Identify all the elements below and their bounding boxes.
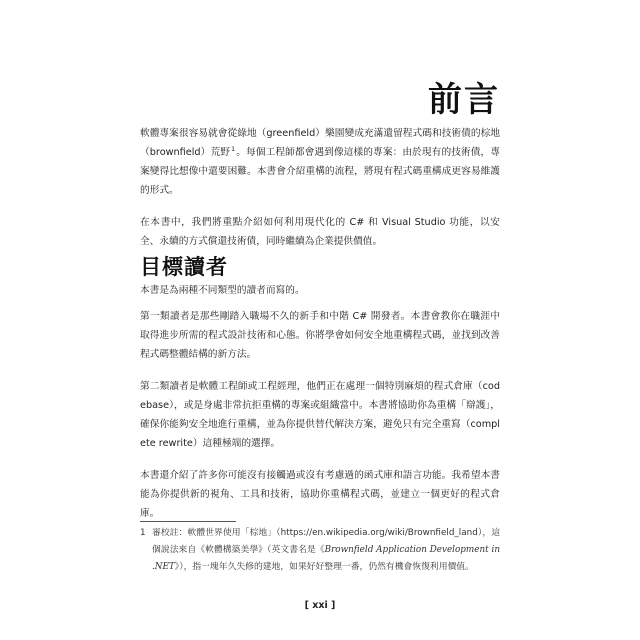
section-paragraph-3: 第二類讀者是軟體工程師或工程經理，他們正在處理一個特別麻煩的程式倉庫（codebase），或是身處非常抗拒重構的專案或組織當中。本書將協助你為重構「辯護」，確保你能夠安全地進行重構，並為你提供替代解決方案，避免只有完全重寫（complete rewrite）這種極端的選擇。 <box>140 381 500 449</box>
intro-paragraph-1-text-a: 軟體專案很容易就會從綠地（greenfield）樂園變成充滿遺留程式碼和技術債的棕地（brownfield）荒野 <box>140 128 500 158</box>
footnote-book-title: Brownfield Application Development in .NET <box>152 545 500 572</box>
intro-paragraph-1 <box>140 124 500 200</box>
chapter-title: 前言 <box>428 80 500 120</box>
section-paragraph-4: 本書還介紹了許多你可能沒有接觸過或沒有考慮過的函式庫和語言功能。我希望本書能為你提供新的視角、工具和技術，協助你重構程式碼，並建立一個更好的程式倉庫。 <box>140 470 500 519</box>
intro-paragraph-1-text-b: 。每個工程師都會遇到像這樣的專案：由於現有的技術債，專案變得比想像中還要困難。本書會介紹重構的流程，將現有程式碼重構成更容易維護的形式。 <box>140 147 501 196</box>
footnote-text-b: 》），指一塊年久失修的建地，如果好好整理一番，仍然有機會恢復利用價值。 <box>174 562 474 572</box>
page-number: [ xxi ] <box>304 600 336 611</box>
section-paragraph-2: 第一類讀者是那些剛踏入職場不久的新手和中階 C# 開發者。本書會教你在職涯中取得進步所需的程式設計技術和心態。你將學會如何安全地重構程式碼，並找到改善程式碼整體結構的新方法。 <box>140 311 500 360</box>
footnote-number: 1 <box>140 528 146 538</box>
footnote-divider <box>140 521 236 522</box>
footnote <box>140 525 500 576</box>
section-heading: 目標讀者 <box>140 255 228 279</box>
footnote-reference[interactable]: 1 <box>231 144 236 153</box>
intro-paragraph-2: 在本書中，我們將重點介紹如何利用現代化的 C# 和 Visual Studio 功能，以安全、永續的方式償還技術債，同時繼續為企業提供價值。 <box>140 217 500 247</box>
section-paragraph-1: 本書是為兩種不同類型的讀者而寫的。 <box>140 285 305 296</box>
footnote-text-a: 審校註：軟體世界使用「棕地」（https://en.wikipedia.org/wiki/Brownfield_land），這個說法來自《軟體構築美學》（英文書名是《 <box>152 528 500 555</box>
footnote-text <box>152 525 500 576</box>
